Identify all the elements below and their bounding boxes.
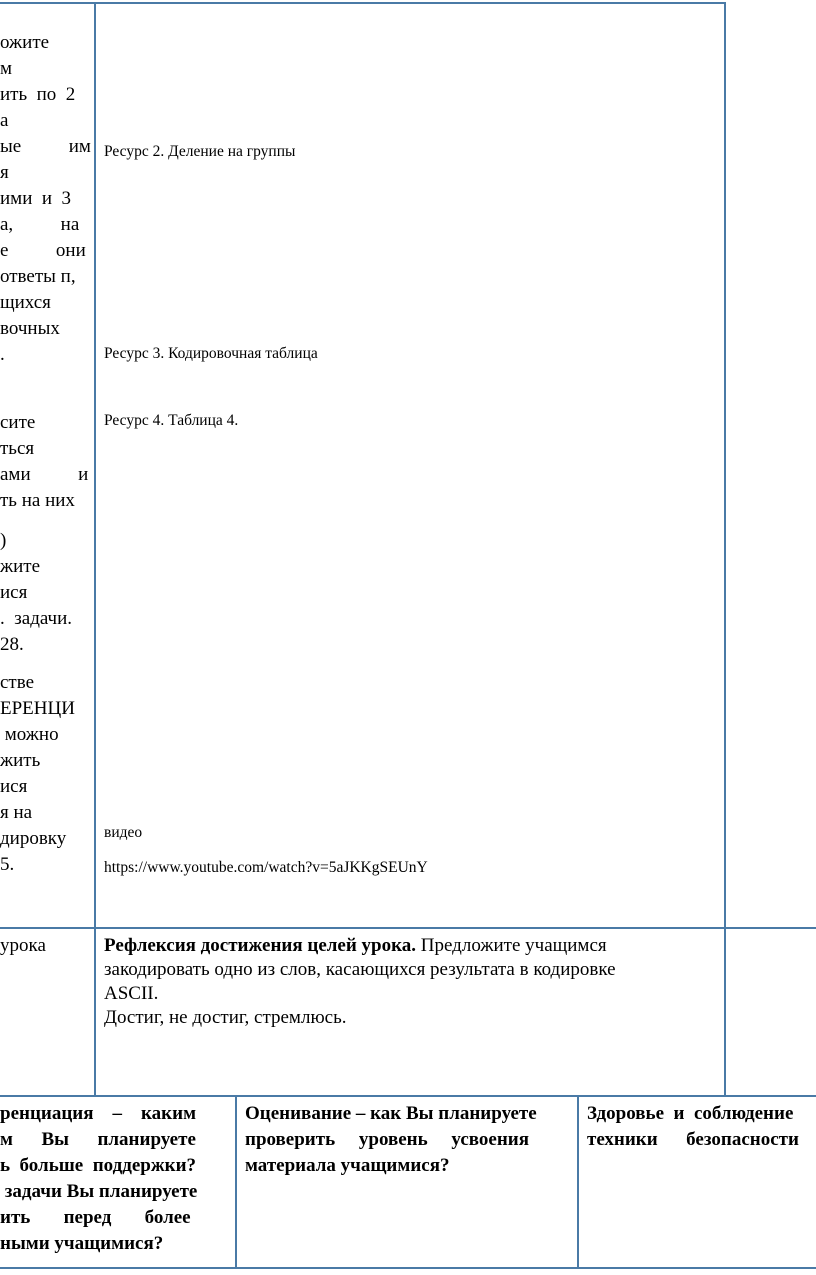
text-line: дировку [0, 828, 67, 849]
reflection-block [104, 934, 616, 1030]
text-line: ть на них [0, 490, 75, 511]
header-line: техники безопасности [587, 1129, 799, 1150]
text-line: ожите [0, 32, 50, 53]
text-line: ить по 2 [0, 84, 76, 105]
text-line: я на [0, 802, 33, 823]
text-line: жить [0, 750, 41, 771]
row-divider-2 [0, 1095, 816, 1097]
text-line: а [0, 110, 9, 131]
text-line: ися [0, 776, 28, 797]
header-line: м Вы планируете [0, 1129, 196, 1150]
text-line: вочных [0, 318, 60, 339]
left-column-text-4 [0, 670, 75, 878]
header-line: проверить уровень усвоения [245, 1129, 529, 1150]
video-link[interactable]: https://www.youtube.com/watch?v=5aJKKgSEUnY [104, 859, 428, 876]
bottom-col-divider-1 [235, 1095, 237, 1269]
left-column-text [0, 30, 91, 368]
header-line: ь больше поддержки? [0, 1155, 197, 1176]
assessment-header [245, 1101, 537, 1179]
reflection-line-2: закодировать одно из слов, касающихся результата в кодировке [104, 959, 616, 980]
left-column-text-3 [0, 528, 72, 658]
end-row-label: урока [0, 935, 46, 956]
text-line: можно [0, 724, 59, 745]
col-divider-left [94, 2, 96, 1096]
differentiation-header [0, 1101, 197, 1257]
text-line: ) [0, 530, 7, 551]
header-line: Здоровье и соблюдение [587, 1103, 794, 1124]
text-line: стве [0, 672, 35, 693]
col-divider-right [724, 2, 726, 1096]
text-line: сите [0, 412, 36, 433]
text-line: ться [0, 438, 35, 459]
reflection-line-1 [104, 934, 616, 958]
resource-3: Ресурс 3. Кодировочная таблица [104, 345, 318, 362]
health-safety-header [587, 1101, 799, 1153]
text-line: ами и [0, 464, 89, 485]
row-divider-1 [0, 927, 816, 929]
text-line: ими и 3 [0, 188, 72, 209]
resource-4: Ресурс 4. Таблица 4. [104, 412, 239, 429]
video-label: видео [104, 824, 143, 841]
header-line: Оценивание – как Вы планируете [245, 1103, 537, 1124]
text-line: ответы п, [0, 266, 76, 287]
table-top-border [0, 2, 726, 4]
text-line: ися [0, 582, 28, 603]
text-line: а, на [0, 214, 80, 235]
header-line: материала учащимися? [245, 1155, 450, 1176]
reflection-line-4: Достиг, не достиг, стремлюсь. [104, 1007, 347, 1028]
text-line: 5. [0, 854, 15, 875]
text-line: . задачи. [0, 608, 73, 629]
header-line: ить перед более [0, 1207, 191, 1228]
text-line: я [0, 162, 9, 183]
text-line: м [0, 58, 13, 79]
resource-2: Ресурс 2. Деление на группы [104, 143, 296, 160]
reflection-heading: Рефлексия достижения целей урока. [104, 935, 417, 956]
text-line: щихся [0, 292, 51, 313]
reflection-line-3: ASCII. [104, 983, 159, 1004]
text-line: ые им [0, 136, 91, 157]
table-bottom-border [0, 1267, 816, 1269]
text-line: . [0, 344, 5, 365]
text-line: е они [0, 240, 86, 261]
header-line: ными учащимися? [0, 1233, 164, 1254]
reflection-text: Предложите учащимся [416, 935, 607, 956]
text-line: жите [0, 556, 41, 577]
bottom-col-divider-2 [577, 1095, 579, 1269]
header-line: ренциация – каким [0, 1103, 197, 1124]
left-column-text-2 [0, 410, 88, 514]
header-line: задачи Вы планируете [0, 1181, 198, 1202]
text-line: ЕРЕНЦИ [0, 698, 75, 719]
text-line: 28. [0, 634, 24, 655]
